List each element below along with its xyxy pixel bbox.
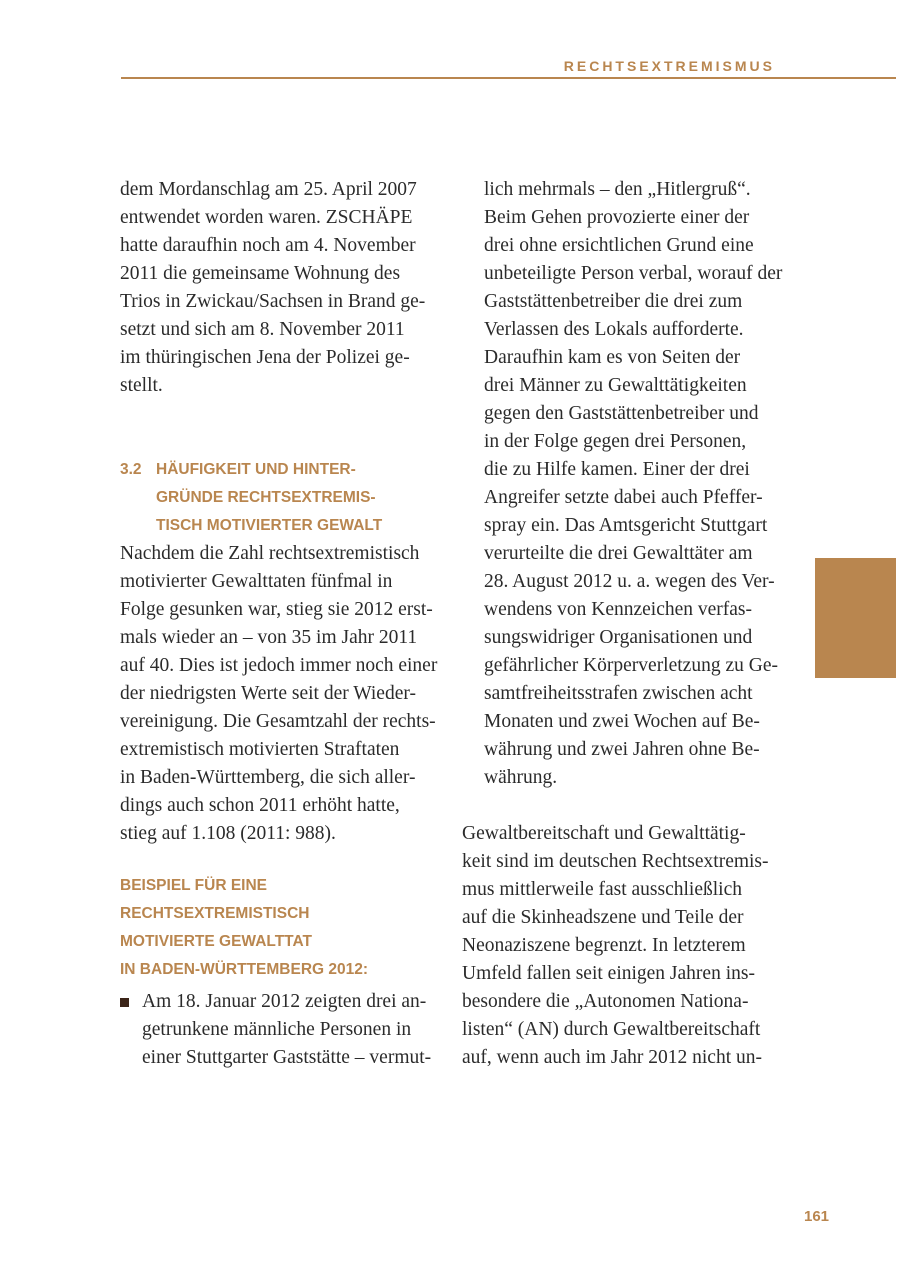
chapter-tab-marker [815, 558, 896, 678]
text-line: Beim Gehen provozierte einer der [484, 207, 750, 228]
text-line: währung. [484, 767, 558, 788]
text-line: drei Männer zu Gewalttätigkeiten [484, 375, 747, 396]
text-line: mus mittlerweile fast ausschließlich [462, 879, 742, 900]
text-line: getrunkene männliche Personen in [142, 1019, 412, 1040]
text-line: keit sind im deutschen Rechtsextremis- [462, 851, 769, 872]
text-line: extremistisch motivierten Straftaten [120, 739, 400, 760]
text-line: gegen den Gaststättenbetreiber und [484, 403, 759, 424]
example-heading-line: BEISPIEL FÜR EINE [120, 877, 267, 894]
text-line: 2011 die gemeinsame Wohnung des [120, 263, 401, 284]
text-line: im thüringischen Jena der Polizei ge- [120, 347, 410, 368]
text-line: lich mehrmals – den „Hitlergruß“. [484, 179, 751, 200]
section-paragraph [120, 540, 438, 848]
header-rule [121, 77, 896, 79]
intro-paragraph [120, 176, 432, 400]
text-line: entwendet worden waren. ZSCHÄPE [120, 207, 413, 228]
text-line: vereinigung. Die Gesamtzahl der rechts- [120, 711, 436, 732]
text-line: hatte daraufhin noch am 4. November [120, 235, 416, 256]
page-number: 161 [804, 1208, 830, 1225]
text-line: gefährlicher Körperverletzung zu Ge- [484, 655, 778, 676]
section-heading [120, 456, 432, 540]
text-line: drei ohne ersichtlichen Grund eine [484, 235, 754, 256]
text-line: listen“ (AN) durch Gewaltbereitschaft [462, 1019, 761, 1040]
text-line: sungswidriger Organisationen und [484, 627, 753, 648]
section-number: 3.2 [120, 461, 142, 478]
running-head: RECHTSEXTREMISMUS [563, 58, 775, 74]
text-line: auf 40. Dies ist jedoch immer noch einer [120, 655, 438, 676]
text-line: Umfeld fallen seit einigen Jahren ins- [462, 963, 755, 984]
square-bullet-icon [120, 998, 129, 1007]
text-line: wendens von Kennzeichen verfas- [484, 599, 753, 620]
text-line: Monaten und zwei Wochen auf Be- [484, 711, 760, 732]
section-title-line: TISCH MOTIVIERTER GEWALT [156, 517, 383, 534]
bullet-continuation [484, 176, 796, 792]
text-line: samtfreiheitsstrafen zwischen acht [484, 683, 753, 704]
text-line: Trios in Zwickau/Sachsen in Brand ge- [120, 291, 426, 312]
text-line: spray ein. Das Amtsgericht Stuttgart [484, 515, 768, 536]
closing-paragraph [462, 820, 774, 1072]
text-line: der niedrigsten Werte seit der Wieder- [120, 683, 416, 704]
text-line: unbeteiligte Person verbal, worauf der [484, 263, 783, 284]
text-line: Nachdem die Zahl rechtsextremistisch [120, 543, 420, 564]
text-line: dings auch schon 2011 erhöht hatte, [120, 795, 400, 816]
left-column [120, 176, 432, 400]
text-line: die zu Hilfe kamen. Einer der drei [484, 459, 750, 480]
text-line: Angreifer setzte dabei auch Pfeffer- [484, 487, 763, 508]
section-title-line: HÄUFIGKEIT UND HINTER- [156, 461, 356, 478]
text-line: Gewaltbereitschaft und Gewalttätig- [462, 823, 746, 844]
text-line: Gaststättenbetreiber die drei zum [484, 291, 743, 312]
text-line: Neonaziszene begrenzt. In letzterem [462, 935, 746, 956]
bullet-list [120, 988, 432, 1072]
text-line: auf, wenn auch im Jahr 2012 nicht un- [462, 1047, 763, 1068]
text-line: währung und zwei Jahren ohne Be- [484, 739, 760, 760]
text-line: Folge gesunken war, stieg sie 2012 erst- [120, 599, 433, 620]
text-line: Daraufhin kam es von Seiten der [484, 347, 741, 368]
text-line: motivierter Gewalttaten fünfmal in [120, 571, 393, 592]
text-line: Am 18. Januar 2012 zeigten drei an- [142, 991, 427, 1012]
text-line: stellt. [120, 375, 163, 396]
text-line: einer Stuttgarter Gaststätte – vermut- [142, 1047, 432, 1068]
example-heading-line: IN BADEN-WÜRTTEMBERG 2012: [120, 961, 369, 978]
list-item [120, 988, 432, 1072]
text-line: setzt und sich am 8. November 2011 [120, 319, 405, 340]
example-heading-line: MOTIVIERTE GEWALTTAT [120, 933, 313, 950]
text-line: mals wieder an – von 35 im Jahr 2011 [120, 627, 418, 648]
text-line: in der Folge gegen drei Personen, [484, 431, 747, 452]
text-line: in Baden-Württemberg, die sich aller- [120, 767, 416, 788]
text-line: 28. August 2012 u. a. wegen des Ver- [484, 571, 775, 592]
text-line: dem Mordanschlag am 25. April 2007 [120, 179, 417, 200]
text-line: verurteilte die drei Gewalttäter am [484, 543, 753, 564]
text-line: stieg auf 1.108 (2011: 988). [120, 823, 336, 844]
section-title-line: GRÜNDE RECHTSEXTREMIS- [156, 489, 376, 506]
text-line: besondere die „Autonomen Nationa- [462, 991, 749, 1012]
text-line: auf die Skinheadszene und Teile der [462, 907, 744, 928]
example-heading [120, 872, 432, 984]
example-heading-line: RECHTSEXTREMISTISCH [120, 905, 310, 922]
text-line: Verlassen des Lokals aufforderte. [484, 319, 744, 340]
